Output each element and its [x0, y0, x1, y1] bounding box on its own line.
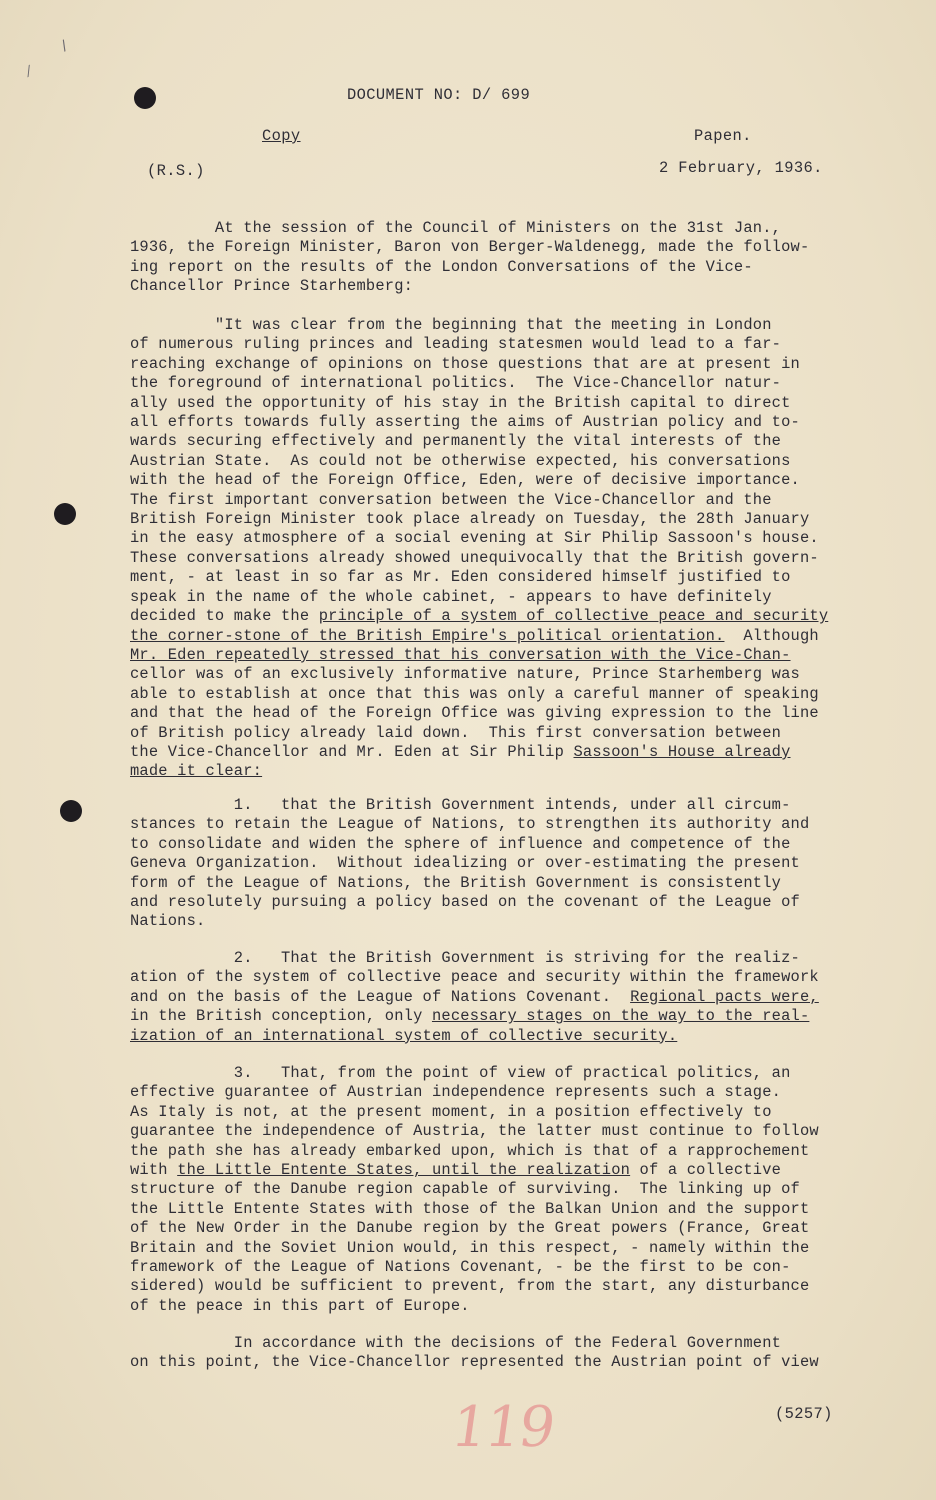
document-date: 2 February, 1936. [659, 159, 823, 177]
text-line: with the head of the Foreign Office, Eden, were of decisive importance. [130, 471, 800, 490]
text-line: the foreground of international politics. The Vice-Chancellor natur- [130, 374, 782, 393]
point-2 [130, 949, 850, 1046]
text-line: cellor was of an exclusively informative nature, Prince Starhemberg was [130, 665, 800, 684]
underlined-phrase: principle of a system of collective peace and security [318, 607, 829, 626]
text-line: As Italy is not, at the present moment, in a position effectively to [130, 1102, 772, 1121]
text-segment: in the British conception, only [130, 1007, 432, 1026]
text-line: and resolutely pursuing a policy based on the covenant of the League of [130, 893, 800, 912]
handwritten-folio-number: 119 [447, 1395, 558, 1460]
text-line: to consolidate and widen the sphere of influence and competence of the [130, 834, 791, 853]
underlined-phrase: the Little Entente States, until the realization [177, 1161, 631, 1180]
document-reference-number: (5257) [775, 1405, 833, 1423]
paragraph-closing [130, 1334, 850, 1373]
point-1 [130, 796, 850, 932]
text-line: of the peace in this part of Europe. [130, 1296, 470, 1315]
text-line: 3. That, from the point of view of practical politics, an [130, 1064, 791, 1082]
text-line: 1. that the British Government intends, under all circum- [130, 796, 791, 814]
underlined-phrase: Sassoon's House already [573, 742, 791, 761]
text-line [130, 1007, 850, 1026]
text-line: structure of the Danube region capable of surviving. The linking up of [130, 1180, 800, 1199]
pencil-mark-top: / [58, 37, 70, 55]
punch-hole-lower [60, 800, 82, 822]
underlined-line: ization of an international system of collective security. [130, 1026, 678, 1045]
text-line [130, 1161, 850, 1180]
text-line: ment, - at least in so far as Mr. Eden considered himself justified to [130, 568, 791, 587]
text-line: all efforts towards fully asserting the aims of Austrian policy and to- [130, 413, 800, 432]
document-number: DOCUMENT NO: D/ 699 [347, 86, 531, 104]
reference-initials: (R.S.) [147, 162, 205, 180]
text-line: framework of the League of Nations Covenant, - be the first to be con- [130, 1258, 791, 1277]
text-segment: with [130, 1161, 178, 1180]
text-line: British Foreign Minister took place already on Tuesday, the 28th January [130, 510, 810, 529]
text-line: ing report on the results of the London Conversations of the Vice- [130, 257, 753, 276]
text-segment: Although [724, 626, 819, 645]
paragraph-intro [130, 219, 850, 297]
text-line: effective guarantee of Austrian independence represents such a stage. [130, 1083, 782, 1102]
underlined-phrase: Regional pacts were, [630, 987, 819, 1006]
text-line: Austrian State. As could not be otherwise expected, his conversations [130, 451, 791, 470]
text-line: the Little Entente States with those of the Balkan Union and the support [130, 1199, 810, 1218]
text-line [130, 627, 850, 646]
text-segment: of a collective [630, 1161, 782, 1180]
copy-label: Copy [262, 127, 301, 145]
text-line: At the session of the Council of Ministers on the 31st Jan., [130, 219, 782, 237]
punch-hole-middle [54, 503, 76, 525]
punch-hole-top [134, 87, 156, 109]
text-line: ally used the opportunity of his stay in the British capital to direct [130, 393, 791, 412]
text-line: of British policy already laid down. This first conversation between [130, 723, 782, 742]
text-segment: the Vice-Chancellor and Mr. Eden at Sir Philip [130, 742, 574, 761]
text-segment: decided to make the [130, 607, 319, 626]
text-line: sidered) would be sufficient to prevent, from the start, any disturbance [130, 1277, 810, 1296]
underlined-line: made it clear: [130, 762, 263, 781]
pencil-mark-left: ⁄ [24, 64, 34, 80]
text-line: speak in the name of the whole cabinet, - appears to have definitely [130, 587, 772, 606]
underlined-line: Mr. Eden repeatedly stressed that his conversation with the Vice-Chan- [130, 645, 791, 664]
text-line: Chancellor Prince Starhemberg: [130, 277, 414, 296]
text-line: Britain and the Soviet Union would, in this respect, - namely within the [130, 1238, 810, 1257]
underlined-phrase: the corner-stone of the British Empire's political orientation. [130, 626, 725, 645]
text-segment: and on the basis of the League of Nations Covenant. [130, 987, 631, 1006]
underlined-phrase: necessary stages on the way to the real- [431, 1007, 810, 1026]
text-line: form of the League of Nations, the British Government is consistently [130, 873, 782, 892]
text-line: guarantee the independence of Austria, the latter must continue to follow [130, 1122, 819, 1141]
sender-name: Papen. [694, 127, 752, 145]
text-line: on this point, the Vice-Chancellor represented the Austrian point of view [130, 1353, 819, 1372]
point-3 [130, 1064, 850, 1316]
text-line: In accordance with the decisions of the Federal Government [130, 1334, 782, 1352]
text-line: able to establish at once that this was only a careful manner of speaking [130, 684, 819, 703]
text-line: The first important conversation between the Vice-Chancellor and the [130, 490, 772, 509]
text-line: of the New Order in the Danube region by the Great powers (France, Great [130, 1219, 810, 1238]
text-line: Geneva Organization. Without idealizing or over-estimating the present [130, 854, 800, 873]
text-line: wards securing effectively and permanently the vital interests of the [130, 432, 782, 451]
text-line: ation of the system of collective peace and security within the framework [130, 968, 819, 987]
text-line: of numerous ruling princes and leading statesmen would lead to a far- [130, 335, 782, 354]
text-line: reaching exchange of opinions on those questions that are at present in [130, 354, 800, 373]
text-line [130, 607, 850, 626]
text-line [130, 988, 850, 1007]
text-line: "It was clear from the beginning that the meeting in London [130, 316, 772, 334]
text-line: 2. That the British Government is striving for the realiz- [130, 949, 800, 967]
text-line: the path she has already embarked upon, which is that of a rapprochement [130, 1141, 810, 1160]
text-line: Nations. [130, 912, 206, 931]
text-line: 1936, the Foreign Minister, Baron von Berger-Waldenegg, made the follow- [130, 238, 810, 257]
text-line: and that the head of the Foreign Office was giving expression to the line [130, 704, 819, 723]
text-line: stances to retain the League of Nations, to strengthen its authority and [130, 815, 810, 834]
text-line: in the easy atmosphere of a social evening at Sir Philip Sassoon's house. [130, 529, 819, 548]
text-line: These conversations already showed unequivocally that the British govern- [130, 548, 819, 567]
text-line [130, 743, 850, 762]
paragraph-report [130, 316, 850, 782]
